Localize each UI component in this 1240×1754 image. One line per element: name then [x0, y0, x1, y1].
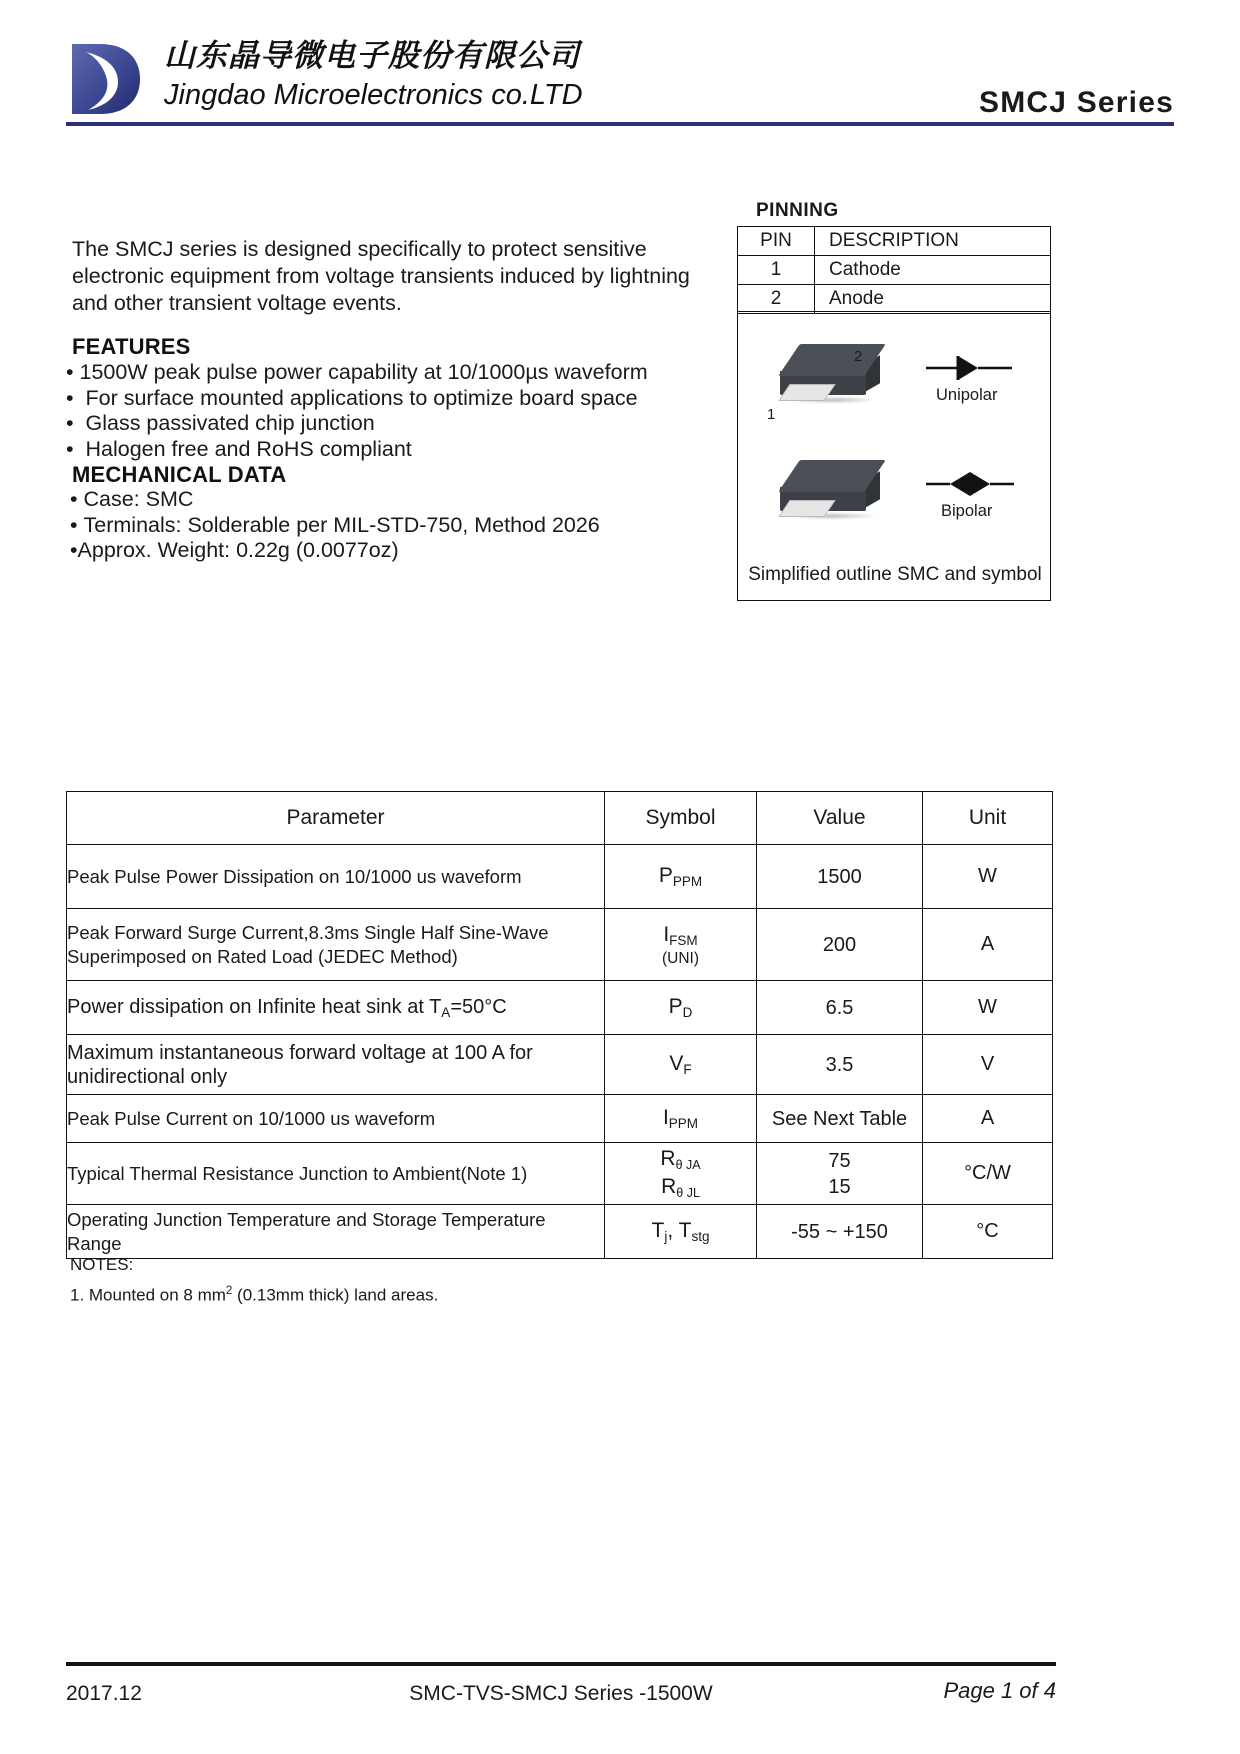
table-header-row	[738, 227, 1051, 256]
param-symbol: Tj, Tstg	[605, 1205, 757, 1259]
mechanical-data-heading: MECHANICAL DATA	[72, 462, 287, 487]
param-value: See Next Table	[757, 1095, 923, 1143]
symbol-subscript: FSM	[669, 932, 698, 948]
list-item: • 1500W peak pulse power capability at 10/1000µs waveform	[66, 360, 648, 384]
list-item: • Case: SMC	[70, 487, 194, 511]
param-unit: V	[923, 1035, 1053, 1095]
param-symbol	[605, 845, 757, 909]
notes-heading: NOTES:	[70, 1255, 134, 1274]
param-symbol	[605, 1035, 757, 1095]
symbol-subscript: PPM	[668, 1116, 699, 1131]
param-unit: A	[923, 909, 1053, 981]
param-symbol	[605, 1095, 757, 1143]
symbol-note: (UNI)	[661, 949, 700, 967]
value-line-2: 15	[828, 1175, 851, 1198]
param-unit: °C	[923, 1205, 1053, 1259]
footer-page-number: Page 1 of 4	[943, 1678, 1056, 1703]
param-name: Peak Pulse Power Dissipation on 10/1000 us waveform	[67, 845, 605, 909]
param-name: Peak Pulse Current on 10/1000 us waveform	[67, 1095, 605, 1143]
param-unit: A	[923, 1095, 1053, 1143]
page-footer	[66, 1676, 1056, 1716]
symbol-subscript: PPM	[672, 874, 703, 889]
param-value: 1500	[757, 845, 923, 909]
footer-document-id: SMC-TVS-SMCJ Series -1500W	[409, 1682, 713, 1705]
features-list	[66, 360, 706, 462]
table-row	[67, 981, 1053, 1035]
param-value	[757, 1143, 923, 1205]
table-row	[67, 1205, 1053, 1259]
symbol-main: I	[662, 1106, 669, 1129]
notes-block	[70, 1252, 438, 1309]
symbol-main: R	[660, 1146, 676, 1170]
bipolar-label: Bipolar	[941, 502, 993, 520]
feature-text: Glass passivated chip junction	[85, 411, 375, 435]
param-unit: °C/W	[923, 1143, 1053, 1205]
table-row	[67, 909, 1053, 981]
list-item: • For surface mounted applications to optimize board space	[66, 385, 638, 410]
mechanical-data-list	[70, 487, 710, 564]
param-name	[67, 981, 605, 1035]
note-text-post: (0.13mm thick) land areas.	[232, 1285, 439, 1305]
feature-text: For surface mounted applications to optimize board space	[85, 385, 638, 410]
package-pin-2-label: 2	[854, 348, 863, 365]
param-name: Typical Thermal Resistance Junction to Ambient(Note 1)	[67, 1143, 605, 1205]
symbol-main: T	[651, 1219, 665, 1242]
symbol-main: V	[669, 1052, 684, 1075]
package-outline-box	[737, 311, 1051, 601]
pin-description: Anode	[815, 285, 1051, 314]
table-row	[67, 1095, 1053, 1143]
note-item	[70, 1278, 438, 1309]
symbol-main-2: R	[661, 1174, 677, 1198]
param-unit: W	[923, 845, 1053, 909]
company-name-en: Jingdao Microelectronics co.LTD	[164, 79, 583, 111]
table-row	[67, 1143, 1053, 1205]
company-logo-icon	[66, 40, 144, 118]
param-value: 3.5	[757, 1035, 923, 1095]
param-symbol	[605, 1143, 757, 1205]
symbol-subscript-2: stg	[691, 1229, 710, 1244]
pinning-label: PINNING	[756, 200, 839, 221]
pinning-col-pin: PIN	[738, 227, 815, 256]
param-name-post: =50°C	[450, 995, 507, 1018]
list-item: • Halogen free and RoHS compliant	[66, 436, 412, 461]
list-item: •Approx. Weight: 0.22g (0.0077oz)	[70, 538, 399, 562]
note-superscript: 2	[225, 1285, 233, 1297]
features-heading: FEATURES	[72, 334, 191, 359]
symbol-main: I	[663, 922, 670, 946]
param-symbol	[605, 909, 757, 981]
package-pin-1-label: 1	[767, 406, 776, 423]
feature-text: 1500W peak pulse power capability at 10/1000µs waveform	[79, 360, 648, 384]
package-caption: Simplified outline SMC and symbol	[748, 564, 1042, 585]
company-name-cn: 山东晶导微电子股份有限公司	[164, 38, 580, 73]
series-title: SMCJ Series	[979, 86, 1174, 119]
symbol-subscript: D	[682, 1005, 693, 1020]
pinning-table	[737, 226, 1051, 314]
value-line-1: 75	[828, 1149, 851, 1172]
symbol-main: P	[668, 995, 683, 1018]
pin-description: Cathode	[815, 256, 1051, 285]
col-symbol: Symbol	[605, 792, 757, 845]
unipolar-label: Unipolar	[936, 386, 998, 404]
list-item: • Terminals: Solderable per MIL-STD-750, Method 2026	[70, 512, 600, 537]
param-value: 6.5	[757, 981, 923, 1035]
footer-date: 2017.12	[66, 1682, 142, 1705]
pin-number: 2	[738, 285, 815, 314]
smc-package-drawing-unipolar	[780, 344, 884, 416]
header-divider	[66, 122, 1174, 126]
feature-text: Halogen free and RoHS compliant	[85, 436, 412, 461]
mechanical-text: Case: SMC	[83, 487, 194, 511]
col-parameter: Parameter	[67, 792, 605, 845]
col-unit: Unit	[923, 792, 1053, 845]
param-name: Peak Forward Surge Current,8.3ms Single Half Sine-Wave Superimposed on Rated Load (JEDEC Method)	[67, 909, 605, 981]
symbol-subscript: θ JA	[675, 1157, 701, 1172]
param-name-subscript: A	[441, 1004, 451, 1020]
param-name-pre: Power dissipation on Infinite heat sink at T	[67, 995, 442, 1018]
pin-number: 1	[738, 256, 815, 285]
symbol-subscript: j	[664, 1229, 668, 1244]
smc-package-drawing-bipolar	[780, 460, 884, 532]
param-name: Maximum instantaneous forward voltage at 100 A for unidirectional only	[67, 1035, 605, 1095]
note-text-pre: 1. Mounted on 8 mm	[70, 1285, 226, 1305]
table-row	[738, 285, 1051, 314]
symbol-subscript-2: θ JL	[676, 1185, 700, 1200]
symbol-main: P	[658, 864, 673, 887]
mechanical-text: Approx. Weight: 0.22g (0.0077oz)	[77, 538, 399, 562]
param-value: 200	[757, 909, 923, 981]
param-name: Operating Junction Temperature and Storage Temperature Range	[67, 1205, 605, 1259]
symbol-subscript: F	[683, 1062, 692, 1077]
company-name-block	[164, 36, 583, 114]
intro-paragraph: The SMCJ series is designed specifically to protect sensitive electronic equipment from voltage transients induced by lightning and other transient voltage events.	[72, 237, 690, 315]
list-item: • Glass passivated chip junction	[66, 411, 375, 435]
pinning-col-description: DESCRIPTION	[815, 227, 1051, 256]
table-row	[67, 845, 1053, 909]
table-row	[67, 1035, 1053, 1095]
page-header	[66, 34, 1174, 130]
param-value: -55 ~ +150	[757, 1205, 923, 1259]
table-row	[738, 256, 1051, 285]
mechanical-text: Terminals: Solderable per MIL-STD-750, Method 2026	[83, 512, 600, 537]
symbol-main-2: T	[678, 1219, 692, 1242]
footer-divider	[66, 1662, 1056, 1666]
param-symbol	[605, 981, 757, 1035]
param-unit: W	[923, 981, 1053, 1035]
table-header-row	[67, 792, 1053, 845]
col-value: Value	[757, 792, 923, 845]
parameter-table	[66, 791, 1053, 1259]
